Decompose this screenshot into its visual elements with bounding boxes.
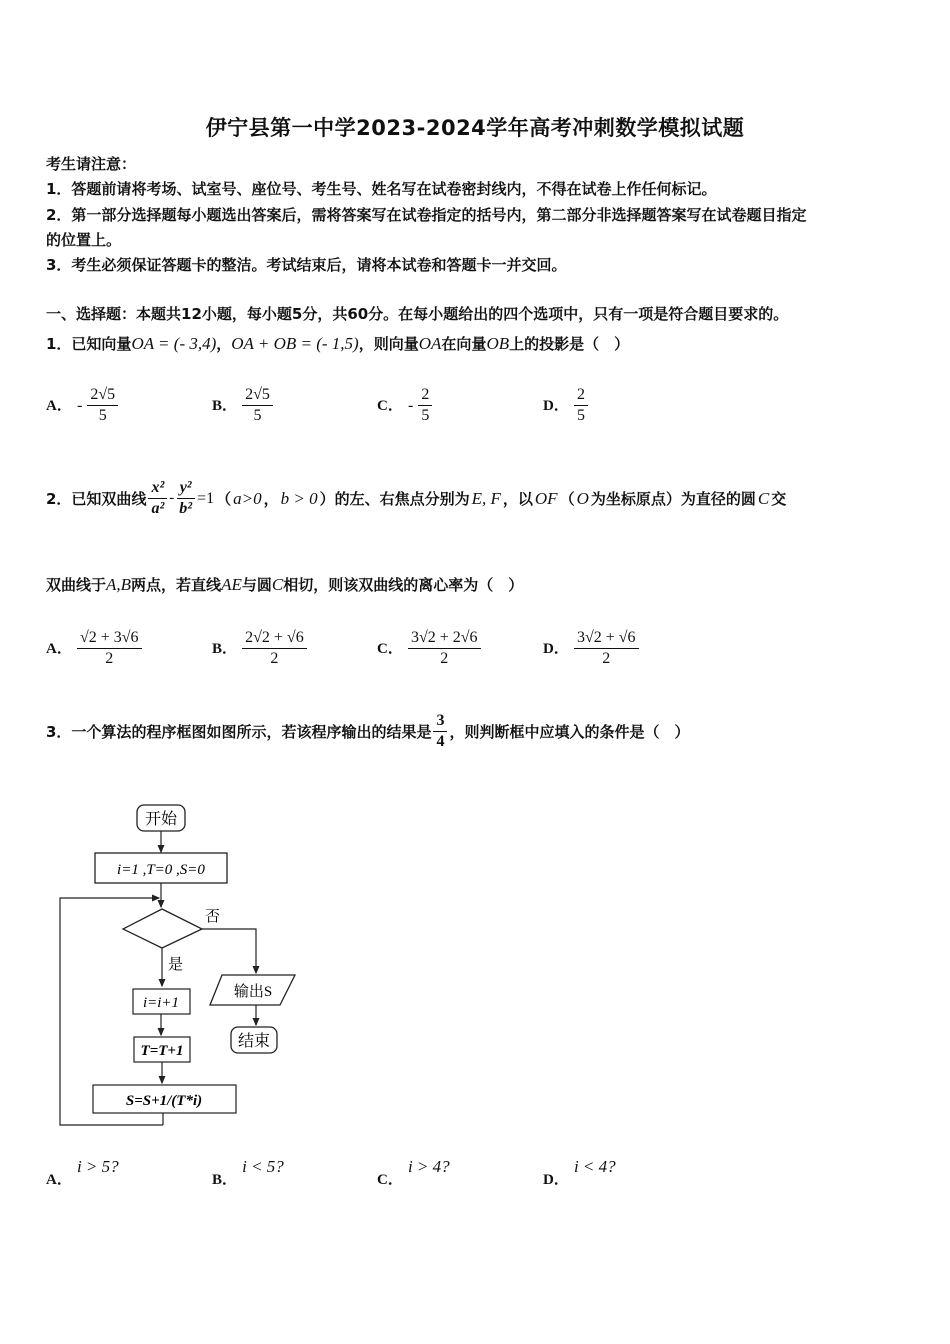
q1-v1: OA: [418, 334, 442, 353]
flow-yes-label: 是: [168, 957, 184, 973]
q1-prefix: 1．已知向量: [46, 335, 132, 353]
q3-option-c[interactable]: C． i > 4?: [377, 1157, 450, 1188]
q2-option-d-frac: $\frac{3√2 + √6}{2}$: [574, 628, 639, 669]
question-2-line-2: 双曲线于A,B两点，若直线AE与圆C相切，则该双曲线的离心率为（ ）: [46, 575, 524, 594]
q2-option-c-frac: $\frac{3√2 + 2√6}{2}$: [408, 628, 481, 669]
q1-suffix: 上的投影是（ ）: [509, 335, 630, 353]
q1-expr2: OA + OB = (- 1,5): [231, 334, 359, 353]
q1-option-d[interactable]: D． $\frac{2}{5}$: [543, 385, 588, 426]
q1-expr1: OA = (- 3,4): [131, 334, 217, 353]
q2-option-d[interactable]: D． $\frac{3√2 + √6}{2}$: [543, 628, 639, 669]
q1-option-b[interactable]: B． $\frac{2√5}{5}$: [212, 385, 273, 426]
notice-item-2: 2．第一部分选择题每小题选出答案后，需将答案写在试卷指定的括号内，第二部分非选择题答案写在试卷题目指定: [46, 206, 807, 224]
q1-option-c-frac: $\frac{2}{5}$: [418, 385, 432, 426]
notice-item-3: 3．考生必须保证答题卡的整洁。考试结束后，请将本试卷和答题卡一并交回。: [46, 256, 567, 274]
notice-heading: 考生请注意：: [46, 155, 137, 173]
q1-option-d-frac: $\frac{2}{5}$: [574, 385, 588, 426]
q2-option-c[interactable]: C． $\frac{3√2 + 2√6}{2}$: [377, 628, 481, 669]
q2-option-b-frac: $\frac{2√2 + √6}{2}$: [242, 628, 307, 669]
flow-start-label: 开始: [144, 811, 178, 828]
q1-mid: ，则向量: [358, 335, 419, 353]
flow-init-label: i=1 ,T=0 ,S=0: [117, 862, 205, 878]
flow-step1-label: i=i+1: [142, 995, 180, 1011]
flow-no-label: 否: [205, 909, 221, 925]
q3-frac: $\frac{3}{4}$: [433, 711, 447, 752]
flowchart: [50, 795, 310, 1140]
q2-frac-x: $\frac{\text{x²}}{\text{a²}}$: [148, 478, 167, 519]
q1-mid2: 在向量: [441, 335, 487, 353]
q3-option-d[interactable]: D． i < 4?: [543, 1157, 616, 1188]
question-1: [46, 333, 629, 354]
section-heading: 一、选择题：本题共12小题，每小题5分，共60分。在每小题给出的四个选项中，只有一项是符合题目要求的。: [46, 305, 789, 323]
q1-option-a-frac: $\frac{2√5}{5}$: [87, 385, 118, 426]
q2-option-a[interactable]: A． $\frac{√2 + 3√6}{2}$: [46, 628, 142, 669]
q1-v2: OB: [486, 334, 510, 353]
flow-end-label: 结束: [237, 1033, 271, 1050]
notice-item-2-cont: 的位置上。: [46, 231, 122, 249]
q3-option-b[interactable]: B． i < 5?: [212, 1157, 284, 1188]
flow-output-label: 输出S: [233, 984, 273, 1000]
q2-option-a-frac: $\frac{√2 + 3√6}{2}$: [77, 628, 142, 669]
q1-option-b-frac: $\frac{2√5}{5}$: [242, 385, 273, 426]
q2-option-b[interactable]: B． $\frac{2√2 + √6}{2}$: [212, 628, 307, 669]
question-3: 3．一个算法的程序框图如图所示，若该程序输出的结果是 $\frac{3}{4}$ ，则判断框中应填入的条件是（ ）: [46, 712, 690, 750]
q1-option-a[interactable]: A． - $\frac{2√5}{5}$: [46, 385, 118, 426]
flow-step3-label: S=S+1/(T*i): [125, 1093, 203, 1109]
q1-sep: ，: [216, 335, 232, 353]
q1-option-c[interactable]: C． - $\frac{2}{5}$: [377, 385, 432, 426]
flow-decision: [123, 909, 202, 948]
flow-step2-label: T=T+1: [140, 1043, 184, 1059]
notice-item-1: 1．答题前请将考场、试室号、座位号、考生号、姓名写在试卷密封线内，不得在试卷上作任何标记。: [46, 180, 717, 198]
q2-frac-y: $\frac{\text{y²}}{\text{b²}}$: [176, 478, 195, 519]
question-2: 2．已知双曲线 $\frac{\text{x²}}{\text{a²}}$ - $\frac{\text{y²}}{\text{b²}}$ =1 （ a>0 ， b > 0 ）的左、右焦点分别为 E, F ，以 OF （ O 为坐标原点）为直径的圆 C 交: [46, 479, 787, 517]
page-title: 伊宁县第一中学2023-2024学年高考冲刺数学模拟试题: [205, 116, 745, 140]
q3-option-a[interactable]: A． i > 5?: [46, 1157, 119, 1188]
